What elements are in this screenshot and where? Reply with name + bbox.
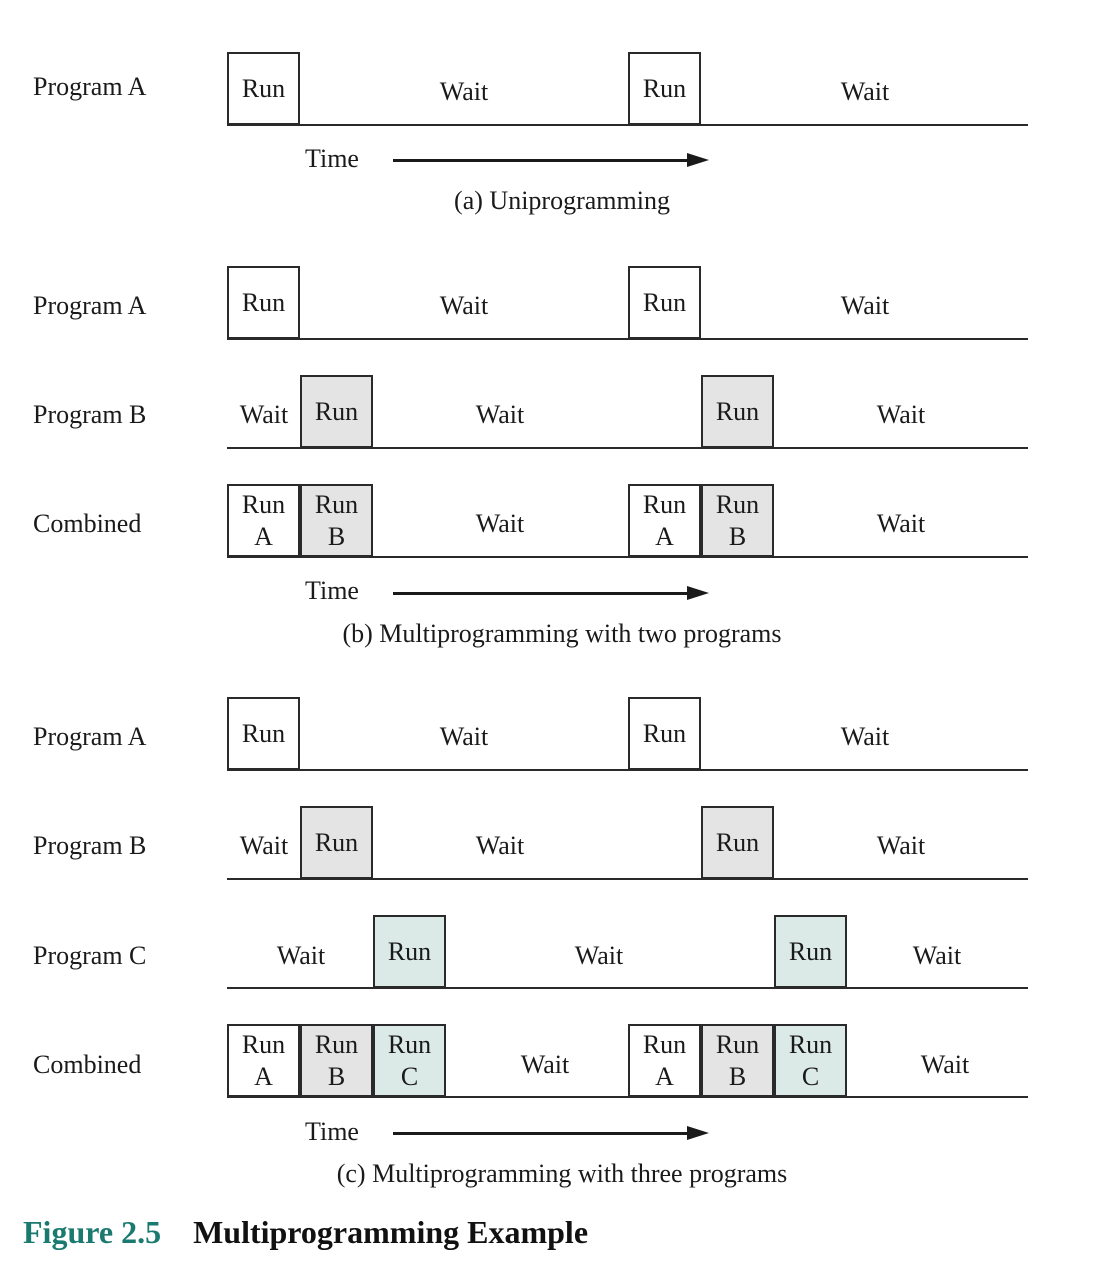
wait-label: Wait (876, 831, 926, 860)
timeline-baseline (227, 556, 1028, 558)
run-text: Run (642, 718, 687, 748)
run-block-b (701, 1024, 774, 1097)
time-label: Time (305, 144, 359, 173)
run-text: Run (642, 489, 687, 519)
time-label: Time (305, 1117, 359, 1146)
wait-label: Wait (276, 941, 326, 970)
timeline-baseline (227, 338, 1028, 340)
figure-caption (23, 1212, 588, 1252)
timeline-baseline (227, 987, 1028, 989)
wait-label: Wait (239, 400, 289, 429)
run-text: Run (788, 936, 833, 966)
wait-label: Wait (520, 1050, 570, 1079)
run-text: Run (241, 73, 286, 103)
wait-label: Wait (439, 77, 489, 106)
wait-label: Wait (439, 722, 489, 751)
wait-label: Wait (912, 941, 962, 970)
run-text: Run (387, 936, 432, 966)
panel-caption: (b) Multiprogramming with two programs (342, 619, 782, 648)
run-block-b (701, 806, 774, 879)
time-arrow-icon (393, 592, 689, 595)
run-block-a (628, 266, 701, 339)
row-label-program-b: Program B (33, 400, 147, 429)
wait-label: Wait (840, 722, 890, 751)
run-block-b (300, 806, 373, 879)
run-text: Run (387, 1029, 432, 1059)
run-text: Run (241, 489, 286, 519)
run-text: Run (241, 287, 286, 317)
run-text: Run (642, 73, 687, 103)
wait-label: Wait (475, 509, 525, 538)
run-text: Run (715, 489, 760, 519)
run-text: Run (715, 1029, 760, 1059)
row-label-program-a: Program A (33, 722, 147, 751)
program-letter: B (327, 1061, 346, 1091)
run-text: Run (314, 396, 359, 426)
wait-label: Wait (840, 291, 890, 320)
run-block-a (227, 1024, 300, 1097)
figure-title: Multiprogramming Example (193, 1214, 589, 1250)
timeline-baseline (227, 878, 1028, 880)
row-label-combined: Combined (33, 509, 142, 538)
panel-caption: (a) Uniprogramming (454, 186, 670, 215)
run-block-b (300, 484, 373, 557)
run-block-c (774, 915, 847, 988)
time-label: Time (305, 576, 359, 605)
wait-label: Wait (920, 1050, 970, 1079)
program-letter: C (400, 1061, 419, 1091)
program-letter: B (728, 1061, 747, 1091)
run-text: Run (642, 287, 687, 317)
row-label-program-a: Program A (33, 291, 147, 320)
run-text: Run (314, 827, 359, 857)
run-text: Run (314, 1029, 359, 1059)
run-text: Run (642, 1029, 687, 1059)
program-letter: B (728, 521, 747, 551)
wait-label: Wait (439, 291, 489, 320)
program-letter: A (254, 1061, 273, 1091)
run-block-a (227, 266, 300, 339)
run-text: Run (241, 718, 286, 748)
timeline-baseline (227, 124, 1028, 126)
row-label-program-c: Program C (33, 941, 147, 970)
time-arrow-icon (393, 1132, 689, 1135)
program-letter: A (655, 1061, 674, 1091)
run-block-a (227, 52, 300, 125)
run-text: Run (715, 396, 760, 426)
run-block-a (227, 697, 300, 770)
run-block-b (701, 484, 774, 557)
wait-label: Wait (840, 77, 890, 106)
run-block-c (774, 1024, 847, 1097)
row-label-program-a: Program A (33, 72, 147, 101)
run-block-a (628, 52, 701, 125)
run-text: Run (788, 1029, 833, 1059)
run-block-a (628, 1024, 701, 1097)
timeline-baseline (227, 447, 1028, 449)
run-block-b (300, 375, 373, 448)
run-block-b (300, 1024, 373, 1097)
wait-label: Wait (475, 400, 525, 429)
wait-label: Wait (876, 400, 926, 429)
figure-number: Figure 2.5 (23, 1214, 162, 1250)
wait-label: Wait (574, 941, 624, 970)
run-block-c (373, 1024, 446, 1097)
run-block-b (701, 375, 774, 448)
program-letter: C (801, 1061, 820, 1091)
run-block-c (373, 915, 446, 988)
wait-label: Wait (876, 509, 926, 538)
wait-label: Wait (239, 831, 289, 860)
run-block-a (628, 484, 701, 557)
run-text: Run (314, 489, 359, 519)
row-label-combined: Combined (33, 1050, 142, 1079)
run-text: Run (715, 827, 760, 857)
timeline-baseline (227, 1096, 1028, 1098)
program-letter: A (254, 521, 273, 551)
wait-label: Wait (475, 831, 525, 860)
time-arrow-icon (393, 159, 689, 162)
program-letter: B (327, 521, 346, 551)
program-letter: A (655, 521, 674, 551)
run-block-a (227, 484, 300, 557)
panel-caption: (c) Multiprogramming with three programs (336, 1159, 788, 1188)
run-text: Run (241, 1029, 286, 1059)
timeline-baseline (227, 769, 1028, 771)
row-label-program-b: Program B (33, 831, 147, 860)
run-block-a (628, 697, 701, 770)
